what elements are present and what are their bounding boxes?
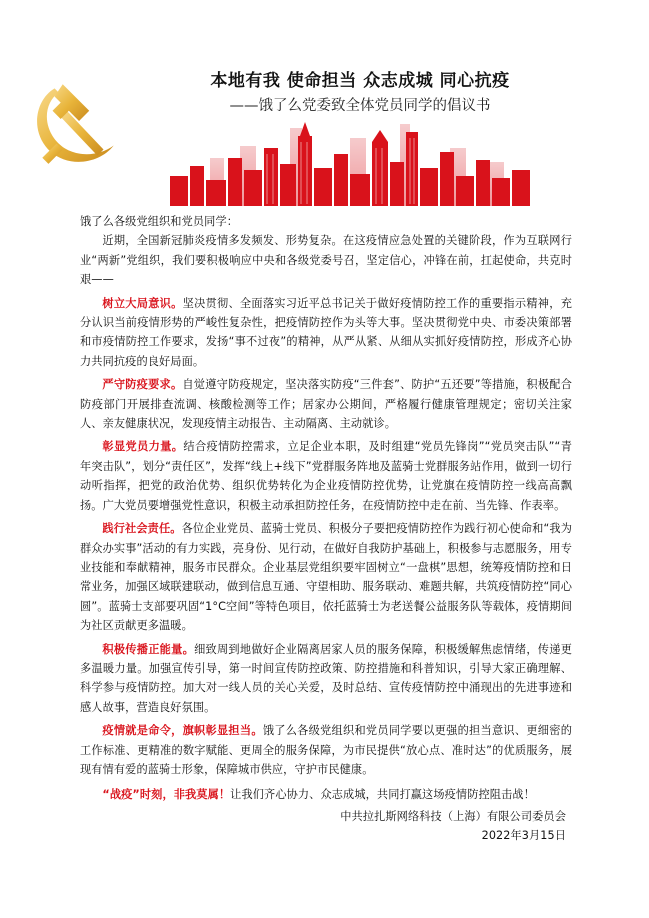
closing-text: 让我们齐心协力、众志成城，共同打赢这场疫情防控阻击战！ <box>230 788 535 802</box>
section-paragraph <box>80 519 572 635</box>
intro-paragraph: 近期，全国新冠肺炎疫情多发频发、形势复杂。在这疫情应急处置的关键阶段，作为互联网行业“两新”党组织，我们要积极响应中央和各级党委号召，坚定信心，冲锋在前，扛起使命，共克时艰—— <box>80 234 572 287</box>
section-paragraph <box>80 721 572 779</box>
section-body: 坚决贯彻、全面落实习近平总书记关于做好疫情防控工作的重要指示精神，充分认识当前疫情形势的严峻性复杂性，把疫情防控作为头等大事。坚决贯彻党中央、市委决策部署和市疫情防控工作要求，发扬“事不过夜”的精神，从严从紧、从细从实抓好疫情防控，形成齐心协力共同抗疫的良好局面。 <box>80 296 573 368</box>
letter-body <box>80 212 572 846</box>
closing-slogan: “战疫”时刻，非我莫属！ <box>102 788 231 802</box>
section-body: 自觉遵守防疫规定，坚决落实防疫“三件套”、防护“五还要”等措施，积极配合防疫部门开展排查流调、核酸检测等工作；居家办公期间，严格履行健康管理规定；密切关注家人、亲友健康状况，发现疫情主动报告、主动隔离、主动就诊。 <box>80 378 572 431</box>
party-emblem-icon <box>26 70 128 172</box>
section-paragraph <box>80 437 572 515</box>
section-heading: 积极传播正能量。 <box>102 642 195 656</box>
section-body: 各位企业党员、蓝骑士党员、积极分子要把疫情防控作为践行初心使命和“我为群众办实事”活动的有力实践，亮身份、见行动，在做好自我防护基础上，积极参与志愿服务，用专业技能和奉献精神，服务市民群众。企业基层党组织要牢固树立“一盘棋”思想，统筹疫情防控和日常业务，加强区域联建联动，做到信息互通、守望相助、服务联动、难题共解，共筑疫情防控“同心圆”。蓝骑士支部要巩固“1°C空间”等特色项目，依托蓝骑士为老送餐公益服务队等载体，疫情期间为社区贡献更多温暖。 <box>80 522 572 633</box>
section-heading: 严守防疫要求。 <box>102 378 183 392</box>
section-paragraph <box>80 375 572 433</box>
section-heading: 践行社会责任。 <box>102 522 182 536</box>
page-subtitle: ——饿了么党委致全体党员同学的倡议书 <box>229 98 491 114</box>
section-heading: 彰显党员力量。 <box>102 440 184 454</box>
page-title: 本地有我 使命担当 众志成城 同心抗疫 <box>210 71 510 91</box>
signature: 中共拉扎斯网络科技（上海）有限公司委员会 <box>340 809 566 823</box>
closing-paragraph <box>80 785 572 804</box>
salutation: 饿了么各级党组织和党员同学： <box>80 215 239 228</box>
city-skyline-graphic <box>170 118 530 206</box>
section-heading: 树立大局意识。 <box>102 296 183 310</box>
section-body: 细致周到地做好企业隔离居家人员的服务保障，积极缓解焦虑情绪，传递更多温暖力量。加强宣传引导，第一时间宣传防控政策、防控措施和科普知识，引导大家正确理解、科学参与疫情防控。加大对一线人员的关心关爱，及时总结、宣传疫情防控中涌现出的先进事迹和感人故事，营造良好氛围。 <box>80 642 572 714</box>
section-paragraph <box>80 640 572 718</box>
section-body: 结合疫情防控需求，立足企业本职，及时组建“党员先锋岗”“党员突击队”“青年突击队”，划分“责任区”，发挥“线上+线下”党群服务阵地及蓝骑士党群服务站作用，做到一切行动听指挥，把党的政治优势、组织优势转化为企业疫情防控优势，让党旗在疫情防控一线高高飘扬。广大党员要增强党性意识，积极主动承担防控任务，在疫情防控中走在前、当先锋、作表率。 <box>80 440 572 512</box>
date: 2022年3月15日 <box>481 829 566 843</box>
section-heading: 疫情就是命令，旗帜彰显担当。 <box>102 724 263 738</box>
section-body: 饿了么各级党组织和党员同学要以更强的担当意识、更细密的工作标准、更精准的数字赋能、更周全的服务保障，为市民提供“放心点、准时达”的优质服务，展现有情有爱的蓝骑士形象，保障城市供应，守护市民健康。 <box>80 724 573 776</box>
section-paragraph <box>80 294 572 372</box>
